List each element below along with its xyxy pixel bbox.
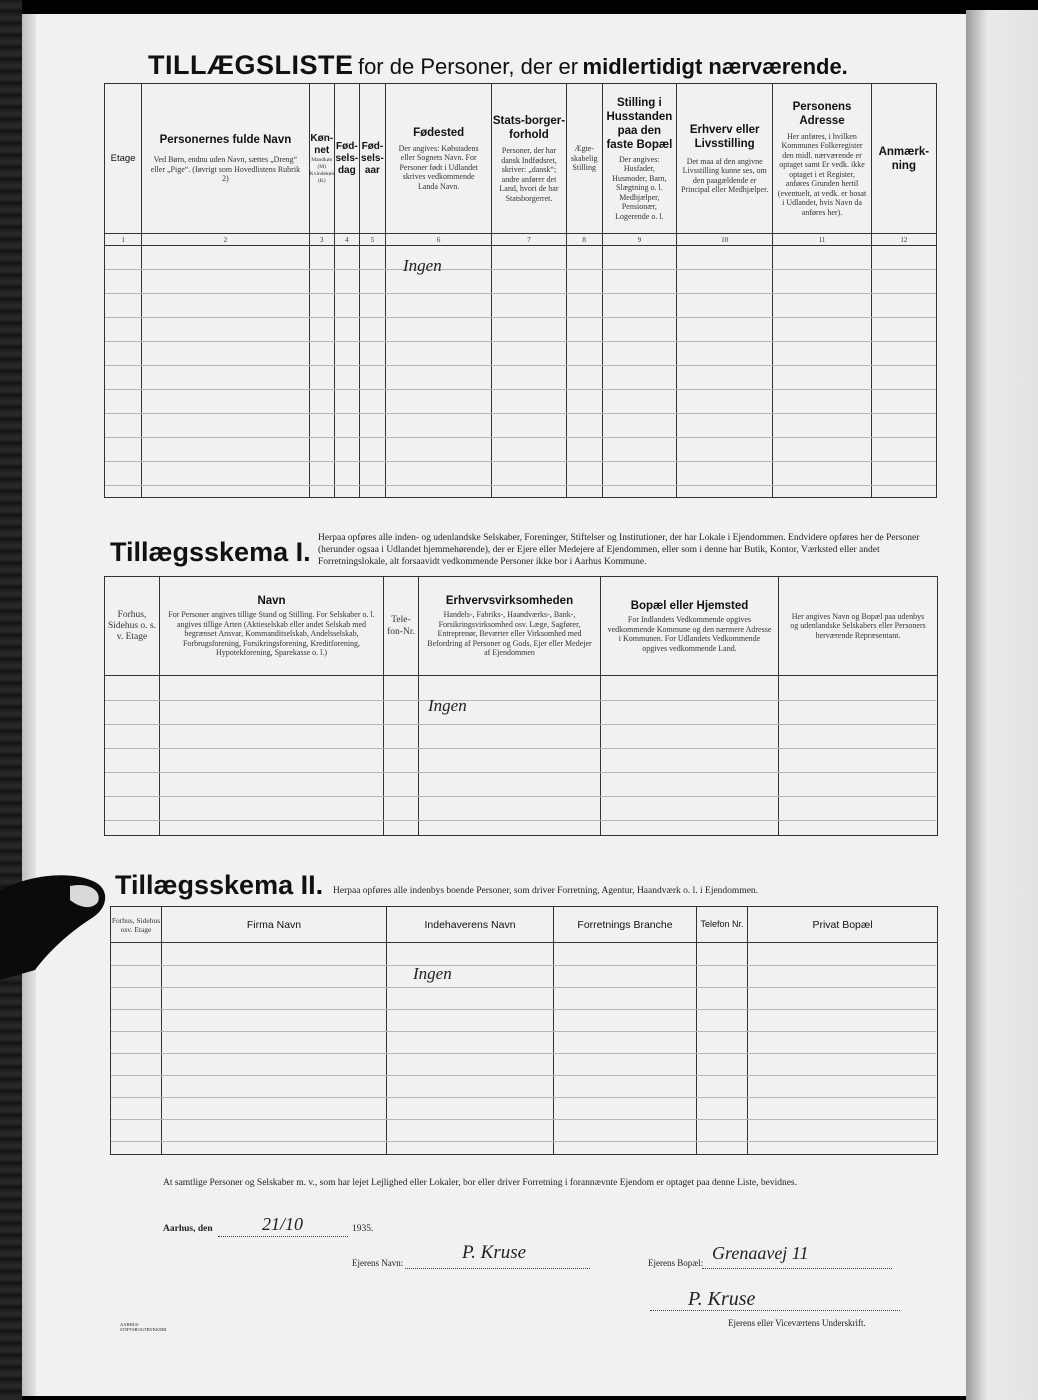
list-row-rule — [105, 389, 936, 390]
s2-row-rule — [111, 1097, 936, 1098]
finger-shadow — [0, 870, 110, 980]
owner-address-handwriting: Grenaavej 11 — [712, 1243, 809, 1263]
list-row-rule — [105, 293, 936, 294]
s2-col-branche: Forretnings Branche — [554, 907, 697, 943]
title-main: TILLÆGSLISTE — [148, 50, 354, 80]
signature-label: Ejerens eller Viceværtens Underskrift. — [728, 1318, 866, 1328]
owner-address-line — [702, 1268, 892, 1269]
s2-row-rule — [111, 987, 936, 988]
s2-row-rule — [111, 1119, 936, 1120]
schema1-note: Herpaa opføres alle inden- og udenlandske Selskaber, Foreninger, Stiftelser og Institutioner, der har Lokale i Ejendommen. Endvidere opføres her de Personer (herunder ogsaa i Udlandet hjemmehørende), der er Ejere eller Medejere af Ejendommen, eller som i denne har Butik, Kontor, Værksted eller andet Forretningslokale, alt forsaavidt vedkommende Personer ikke bor i Aarhus Kommune. — [318, 533, 920, 567]
col-navn: Personernes fulde Navn Ved Børn, endnu uden Navn, sættes „Dreng“ eller „Pige“. (Iøvrigt som Hovedlistens Rubrik 2) — [142, 84, 310, 234]
s2-col-indehaver: Indehaverens Navn — [387, 907, 554, 943]
s2-col-bopael: Privat Bopæl — [748, 907, 938, 943]
s1-row-rule — [105, 796, 936, 797]
s1-col-bopael: Bopæl eller Hjemsted For Indlandets Vedkommende opgives vedkommende Kommune og den nærmere Adresse i Kommunen. For Udlandets Vedkommende opgives vedkommende Land. — [601, 577, 779, 676]
book-binding — [0, 0, 22, 1400]
list-body-row — [105, 246, 937, 498]
s2-row-rule — [111, 1141, 936, 1142]
s1-row-rule — [105, 820, 936, 821]
printer-mark: AARHUS STIFTSBOGTRYKKERI — [120, 1322, 167, 1332]
form-title — [148, 50, 848, 81]
col-aegteskab: Ægte-skabelig Stilling — [566, 84, 602, 234]
s2-row-rule — [111, 965, 936, 966]
col-stilling: Stilling i Husstanden paa den faste Bopæl Der angives: Husfader, Husmoder, Barn, Slægtning o. l. Medhjælper, Pensionær, Logerende o. l. — [602, 84, 676, 234]
owner-address-label: Ejerens Bopæl: — [648, 1258, 704, 1268]
list-row-rule — [105, 317, 936, 318]
owner-name-handwriting: P. Kruse — [462, 1242, 527, 1263]
list-handwriting: Ingen — [403, 256, 442, 275]
signature-handwriting: P. Kruse — [688, 1288, 756, 1310]
list-row-rule — [105, 461, 936, 462]
col-adresse: Personens Adresse Her anføres, i hvilken Kommunes Folkeregister den midl. nærværende er optaget samt Er vedk. ikke optaget i et Register, anføres Grunden hertil (eventuelt, at vedk. er bosat i Udlandet, hvis Navn da anføres her). — [773, 84, 871, 234]
s2-row-rule — [111, 1075, 936, 1076]
s1-row-rule — [105, 748, 936, 749]
s1-col-navn: Navn For Personer angives tillige Stand og Stilling. For Selskaber o. l. angives tillige Arten (Aktieselskab eller andet Selskab med begrænset Ansvar, Kommanditselskab, Andelsselskab, Forbrugsforening, Forsikringsforening, Kreditforening, Hypotekforening, Sparekasse o. l.) — [160, 577, 384, 676]
s1-row-rule — [105, 700, 936, 701]
facing-page — [966, 10, 1038, 1400]
s1-row-rule — [105, 772, 936, 773]
list-row-rule — [105, 485, 936, 486]
list-row-rule — [105, 437, 936, 438]
declaration-text: At samtlige Personer og Selskaber m. v., som har lejet Lejlighed eller Lokaler, bor eller driver Forretning i forannævnte Ejendom er optaget paa denne Liste, bevidnes. — [163, 1178, 797, 1188]
owner-name-line — [405, 1268, 590, 1269]
year-label: 1935. — [352, 1224, 374, 1234]
col-anmaerkning: Anmærk-ning — [871, 84, 936, 234]
schema2-heading: Tillægsskema II. — [115, 870, 324, 900]
schema1-table — [104, 576, 938, 836]
date-line — [218, 1236, 348, 1237]
col-erhverv: Erhverv eller Livsstilling Det maa af den angivne Livsstilling kunne ses, om den paagældende er Principal eller Medhjælper. — [677, 84, 773, 234]
place-label: Aarhus, den — [163, 1224, 213, 1234]
list-header-row — [105, 84, 937, 234]
s2-row-rule — [111, 1031, 936, 1032]
owner-name-label: Ejerens Navn: — [352, 1258, 404, 1268]
list-row-rule — [105, 341, 936, 342]
s1-col-erhverv: Erhvervsvirksomheden Handels-, Fabriks-, Haandværks-, Bank-, Forsikringsvirksomhed osv. Læge, Sagfører, Entreprenør, Beværter eller Virksomhed med Befordring af Personer og Gods, Ejer eller Medejer af Ejendommen — [419, 577, 601, 676]
col-statsborger: Stats-borger-forhold Personer, der har dansk Indfødsret, skriver: „dansk“; andre anfører det Land, hvori de har Statsborgerret. — [492, 84, 566, 234]
s1-row-rule — [105, 724, 936, 725]
schema2-handwriting: Ingen — [413, 964, 452, 983]
s2-col-etage: Forhus, Sidehus osv. Etage — [111, 907, 162, 943]
schema2-note: Herpaa opføres alle indenbys boende Personer, som driver Forretning, Agentur, Haandværk o. l. i Ejendommen. — [333, 886, 759, 896]
col-etage: Etage — [105, 84, 142, 234]
s2-row-rule — [111, 1053, 936, 1054]
list-row-rule — [105, 269, 936, 270]
s1-col-repraesentant: Her angives Navn og Bopæl paa udenbys og udenlandske Selskabers eller Personers herværende Repræsentant. — [779, 577, 938, 676]
s2-col-telefon: Telefon Nr. — [697, 907, 748, 943]
title-rest-bold: midlertidigt nærværende. — [582, 54, 848, 79]
schema2-header-row — [111, 907, 938, 943]
s2-col-firma: Firma Navn — [162, 907, 387, 943]
col-foedselsdag: Fød-sels-dag — [334, 84, 359, 234]
list-row-rule — [105, 413, 936, 414]
schema1-heading: Tillægsskema I. — [110, 537, 311, 567]
s1-col-telefon: Tele-fon-Nr. — [384, 577, 419, 676]
date-handwriting: 21/10 — [262, 1214, 304, 1234]
tillaegsliste-table — [104, 83, 937, 498]
list-row-rule — [105, 365, 936, 366]
col-foedselsaar: Fød-sels-aar — [359, 84, 385, 234]
col-koen: Køn-net Mandkøn (M) Kvindekøn (K) — [309, 84, 334, 234]
s1-col-etage: Forhus, Sidehus o. s. v. Etage — [105, 577, 160, 676]
col-foedested: Fødested Der angives: Købstadens eller Sognets Navn. For Personer født i Udlandet skrives vedkommende Landa Navn. — [385, 84, 491, 234]
schema2-body-row — [111, 943, 938, 1155]
s2-row-rule — [111, 1009, 936, 1010]
title-rest: for de Personer, der er — [357, 54, 579, 79]
list-number-row: 1 2 3 4 5 6 7 8 9 10 11 12 — [105, 234, 937, 246]
schema1-handwriting: Ingen — [428, 696, 467, 715]
page-edge — [22, 14, 36, 1396]
schema1-header-row — [105, 577, 938, 676]
